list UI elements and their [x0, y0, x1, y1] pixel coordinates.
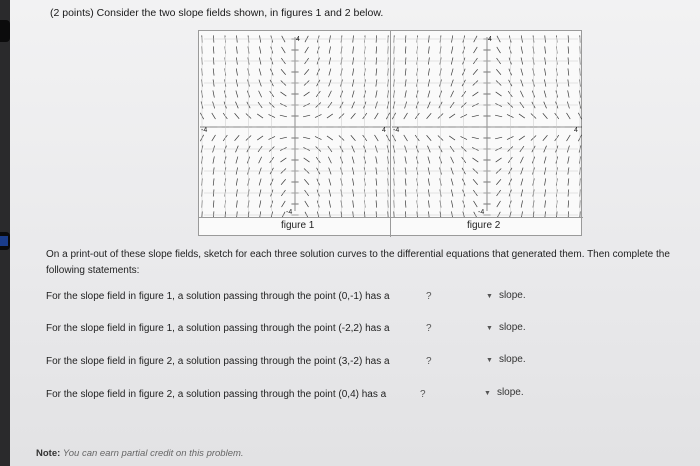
- slope-segment: [495, 137, 502, 139]
- slope-segment: [213, 90, 214, 97]
- slope-segment: [545, 68, 546, 75]
- slope-segment: [519, 114, 525, 118]
- slope-select-4[interactable]: [484, 387, 524, 398]
- slope-field-figure-2: [392, 31, 582, 217]
- slope-segment: [303, 115, 310, 117]
- select-value: slope.: [498, 354, 526, 365]
- slope-segment: [451, 157, 454, 164]
- slope-segment: [427, 113, 432, 118]
- figure-2-caption: figure 2: [467, 220, 501, 231]
- chevron-down-icon: ▼: [484, 390, 491, 397]
- slope-segment: [327, 136, 333, 140]
- slope-segment: [496, 69, 501, 74]
- slope-segment: [305, 201, 309, 207]
- slope-segment: [473, 179, 478, 184]
- tick-bottom: -4: [286, 209, 293, 216]
- slope-segment: [213, 68, 214, 75]
- slope-select-3[interactable]: [486, 354, 526, 365]
- slope-segment: [405, 178, 406, 185]
- slope-segment: [281, 69, 286, 74]
- partial-credit-note: [36, 448, 244, 459]
- slope-segment: [428, 178, 429, 185]
- slope-segment: [545, 178, 546, 185]
- statement-1-text: For the slope field in figure 1, a solution passing through the point (0,-1) has a: [46, 291, 390, 302]
- slope-segment: [236, 46, 237, 53]
- slope-segment: [376, 178, 377, 185]
- slope-segment: [427, 135, 432, 140]
- slope-segment: [568, 156, 569, 163]
- monitor-bezel: [0, 0, 10, 466]
- tick-left: -4: [201, 127, 208, 134]
- slope-segment: [521, 179, 523, 186]
- slope-segment: [352, 91, 354, 98]
- slope-segment: [375, 113, 379, 119]
- slope-segment: [329, 46, 330, 53]
- slope-segment: [376, 46, 377, 53]
- slope-segment: [236, 200, 237, 207]
- figure-1-caption: figure 1: [281, 220, 315, 231]
- slope-segment: [282, 47, 286, 53]
- slope-segment: [428, 157, 430, 164]
- tick-top: 4: [296, 36, 300, 43]
- slope-segment: [519, 136, 525, 140]
- slope-segment: [497, 47, 501, 53]
- slope-segment: [304, 92, 310, 96]
- statement-4-text: For the slope field in figure 2, a solution passing through the point (0,4) has a: [46, 389, 387, 400]
- slope-segment: [496, 92, 502, 96]
- slope-segment: [472, 115, 479, 117]
- slope-segment: [236, 68, 237, 75]
- slope-field-figure-1: [200, 31, 390, 217]
- slope-segment: [495, 115, 502, 117]
- slope-segment: [213, 46, 214, 53]
- question-mark-icon: ?: [426, 323, 432, 334]
- slope-segment: [259, 157, 262, 164]
- slope-segment: [545, 46, 546, 53]
- slope-segment: [451, 46, 452, 53]
- slope-segment: [405, 68, 406, 75]
- question-mark-icon: ?: [420, 389, 426, 400]
- tick-top: 4: [488, 36, 492, 43]
- slope-segment: [280, 92, 286, 96]
- slope-segment: [236, 91, 238, 98]
- slope-field-plot-1: [200, 31, 390, 217]
- slope-segment: [353, 178, 354, 185]
- slope-segment: [474, 201, 478, 207]
- slope-segment: [280, 115, 287, 117]
- slope-segment: [303, 137, 310, 139]
- slope-segment: [496, 158, 502, 162]
- slope-segment: [282, 201, 286, 207]
- bezel-highlight: [0, 236, 8, 246]
- slope-segment: [280, 137, 287, 139]
- chevron-down-icon: ▼: [486, 293, 493, 300]
- slope-segment: [304, 179, 309, 184]
- slope-segment: [327, 114, 333, 118]
- slope-segment: [472, 158, 478, 162]
- slope-segment: [520, 91, 523, 98]
- slope-segment: [568, 178, 569, 185]
- slope-segment: [568, 46, 569, 53]
- slope-segment: [428, 200, 429, 207]
- slope-segment: [451, 69, 453, 76]
- slope-segment: [568, 68, 569, 75]
- select-value: slope.: [498, 290, 526, 301]
- slope-segment: [235, 135, 240, 140]
- question-mark-icon: ?: [426, 291, 432, 302]
- slope-segment: [236, 157, 238, 164]
- slope-segment: [353, 200, 354, 207]
- slope-segment: [375, 135, 379, 141]
- slope-segment: [497, 201, 501, 207]
- slope-segment: [428, 68, 429, 75]
- slope-segment: [404, 113, 408, 119]
- slope-segment: [568, 200, 569, 207]
- slope-segment: [449, 136, 455, 140]
- slope-segment: [329, 200, 330, 207]
- slope-select-2[interactable]: [486, 322, 526, 333]
- slope-segment: [259, 179, 261, 186]
- slope-segment: [281, 179, 286, 184]
- slope-segment: [259, 69, 261, 76]
- slope-segment: [259, 46, 260, 53]
- slope-segment: [257, 136, 263, 140]
- slope-segment: [351, 113, 356, 118]
- slope-segment: [212, 113, 216, 119]
- question-title: (2 points) Consider the two slope fields shown, in figures 1 and 2 below.: [50, 7, 384, 19]
- slope-segment: [521, 46, 522, 53]
- slope-segment: [543, 135, 548, 140]
- slope-segment: [567, 135, 571, 141]
- slope-segment: [428, 91, 430, 98]
- slope-segment: [305, 47, 309, 53]
- tick-right: 4: [382, 127, 386, 134]
- slope-segment: [544, 157, 546, 164]
- slope-segment: [304, 69, 309, 74]
- bezel-notch: [0, 20, 10, 42]
- slope-segment: [451, 179, 453, 186]
- chevron-down-icon: ▼: [486, 357, 493, 364]
- slope-segment: [376, 68, 377, 75]
- slope-segment: [329, 179, 331, 186]
- statement-2-text: For the slope field in figure 1, a solution passing through the point (-2,2) has a: [46, 323, 390, 334]
- note-label: Note:: [36, 448, 61, 459]
- slope-segment: [235, 113, 240, 118]
- slope-segment: [428, 46, 429, 53]
- slope-segment: [474, 47, 478, 53]
- select-value: slope.: [498, 322, 526, 333]
- slope-segment: [473, 69, 478, 74]
- slope-segment: [543, 113, 548, 118]
- slope-segment: [213, 200, 214, 207]
- problem-page: [10, 0, 700, 466]
- slope-segment: [328, 157, 331, 164]
- select-value: slope.: [496, 387, 524, 398]
- statement-3-text: For the slope field in figure 2, a solution passing through the point (3,-2) has a: [46, 356, 390, 367]
- slope-segment: [259, 91, 262, 98]
- instructions-text: On a print-out of these slope fields, sketch for each three solution curves to the differential equations that generated them. Then complete the following statements:: [46, 249, 670, 276]
- slope-segment: [257, 114, 263, 118]
- slope-segment: [259, 200, 260, 207]
- slope-segment: [545, 200, 546, 207]
- slope-segment: [404, 135, 408, 141]
- slope-segment: [451, 91, 454, 98]
- slope-segment: [405, 200, 406, 207]
- slope-select-1[interactable]: [486, 290, 526, 301]
- tick-bottom: -4: [478, 209, 485, 216]
- note-text: You can earn partial credit on this problem.: [62, 448, 244, 459]
- slope-segment: [280, 158, 286, 162]
- slope-segment: [213, 156, 214, 163]
- slope-segment: [496, 179, 501, 184]
- slope-segment: [568, 90, 569, 97]
- tick-left: -4: [393, 127, 400, 134]
- question-mark-icon: ?: [426, 356, 432, 367]
- slope-segment: [352, 157, 354, 164]
- slope-segment: [212, 135, 216, 141]
- slope-segment: [472, 92, 478, 96]
- slope-segment: [405, 46, 406, 53]
- slope-segment: [376, 90, 377, 97]
- slope-segment: [376, 200, 377, 207]
- caption-row: [199, 217, 583, 236]
- slope-segment: [236, 178, 237, 185]
- slope-segment: [521, 69, 523, 76]
- slope-segment: [544, 91, 546, 98]
- slope-segment: [567, 113, 571, 119]
- tick-right: 4: [574, 127, 578, 134]
- slope-segment: [449, 114, 455, 118]
- slope-segment: [451, 200, 452, 207]
- slope-segment: [376, 156, 377, 163]
- slope-field-plot-2: [392, 31, 582, 217]
- slope-field-figures: [198, 30, 582, 236]
- slope-segment: [328, 91, 331, 98]
- slope-segment: [405, 90, 406, 97]
- slope-segment: [329, 69, 331, 76]
- slope-segment: [213, 178, 214, 185]
- slope-segment: [405, 156, 406, 163]
- slope-segment: [520, 157, 523, 164]
- slope-segment: [472, 137, 479, 139]
- figure-divider: [390, 31, 391, 237]
- slope-segment: [353, 46, 354, 53]
- slope-segment: [351, 135, 356, 140]
- slope-segment: [304, 158, 310, 162]
- slope-segment: [521, 200, 522, 207]
- chevron-down-icon: ▼: [486, 325, 493, 332]
- slope-segment: [353, 68, 354, 75]
